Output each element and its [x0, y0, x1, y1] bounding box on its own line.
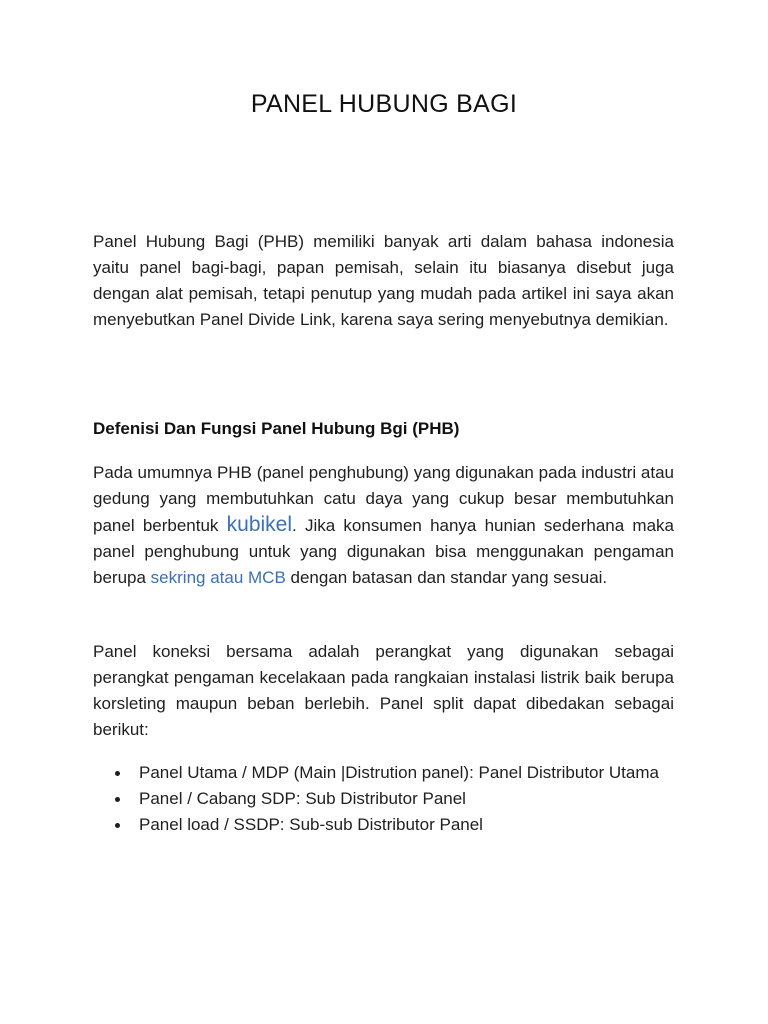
definition-text-2: . Jika konsumen hanya hunian sederhana maka panel penghubung untuk yang digunakan bisa menggunakan pengaman berupa	[93, 516, 675, 587]
list-item	[93, 786, 674, 812]
kubikel-link[interactable]: kubikel	[226, 513, 293, 536]
intro-paragraph: Panel Hubung Bagi (PHB) memiliki banyak arti dalam bahasa indonesia yaitu panel bagi-bagi, papan pemisah, selain itu biasanya disebut juga dengan alat pemisah, tetapi penutup yang mudah pada artikel ini saya akan menyebutkan Panel Divide Link, karena saya sering menyebutnya demikian.	[93, 232, 674, 329]
panel-types-section	[93, 639, 674, 743]
bullet-icon	[115, 823, 120, 828]
intro-section	[93, 229, 674, 333]
definition-section	[93, 460, 674, 591]
section-heading: Defenisi Dan Fungsi Panel Hubung Bgi (PHB)	[93, 419, 460, 438]
list-item-text: Panel load / SSDP: Sub-sub Distributor Panel	[139, 815, 483, 834]
panel-types-list	[93, 760, 674, 838]
list-item	[93, 760, 674, 786]
panel-types-paragraph: Panel koneksi bersama adalah perangkat yang digunakan sebagai perangkat pengaman kecelakaan pada rangkaian instalasi listrik baik berupa korsleting maupun beban berlebih. Panel split dapat dibedakan sebagai berikut:	[93, 642, 674, 739]
list-item	[93, 812, 674, 838]
sekring-mcb-link[interactable]: sekring atau MCB	[150, 568, 286, 587]
bullet-icon	[115, 797, 120, 802]
definition-paragraph	[93, 460, 674, 591]
list-item-text: Panel Utama / MDP (Main |Distrution panel): Panel Distributor Utama	[139, 763, 659, 782]
bullet-icon	[115, 771, 120, 776]
list-item-text: Panel / Cabang SDP: Sub Distributor Panel	[139, 789, 466, 808]
document-title: PANEL HUBUNG BAGI	[250, 90, 518, 118]
definition-text-1: Pada umumnya PHB (panel penghubung) yang digunakan pada industri atau gedung yang membutuhkan catu daya yang cukup besar membutuhkan panel berbentuk	[93, 463, 674, 535]
definition-text-3: dengan batasan dan standar yang sesuai.	[285, 568, 608, 587]
